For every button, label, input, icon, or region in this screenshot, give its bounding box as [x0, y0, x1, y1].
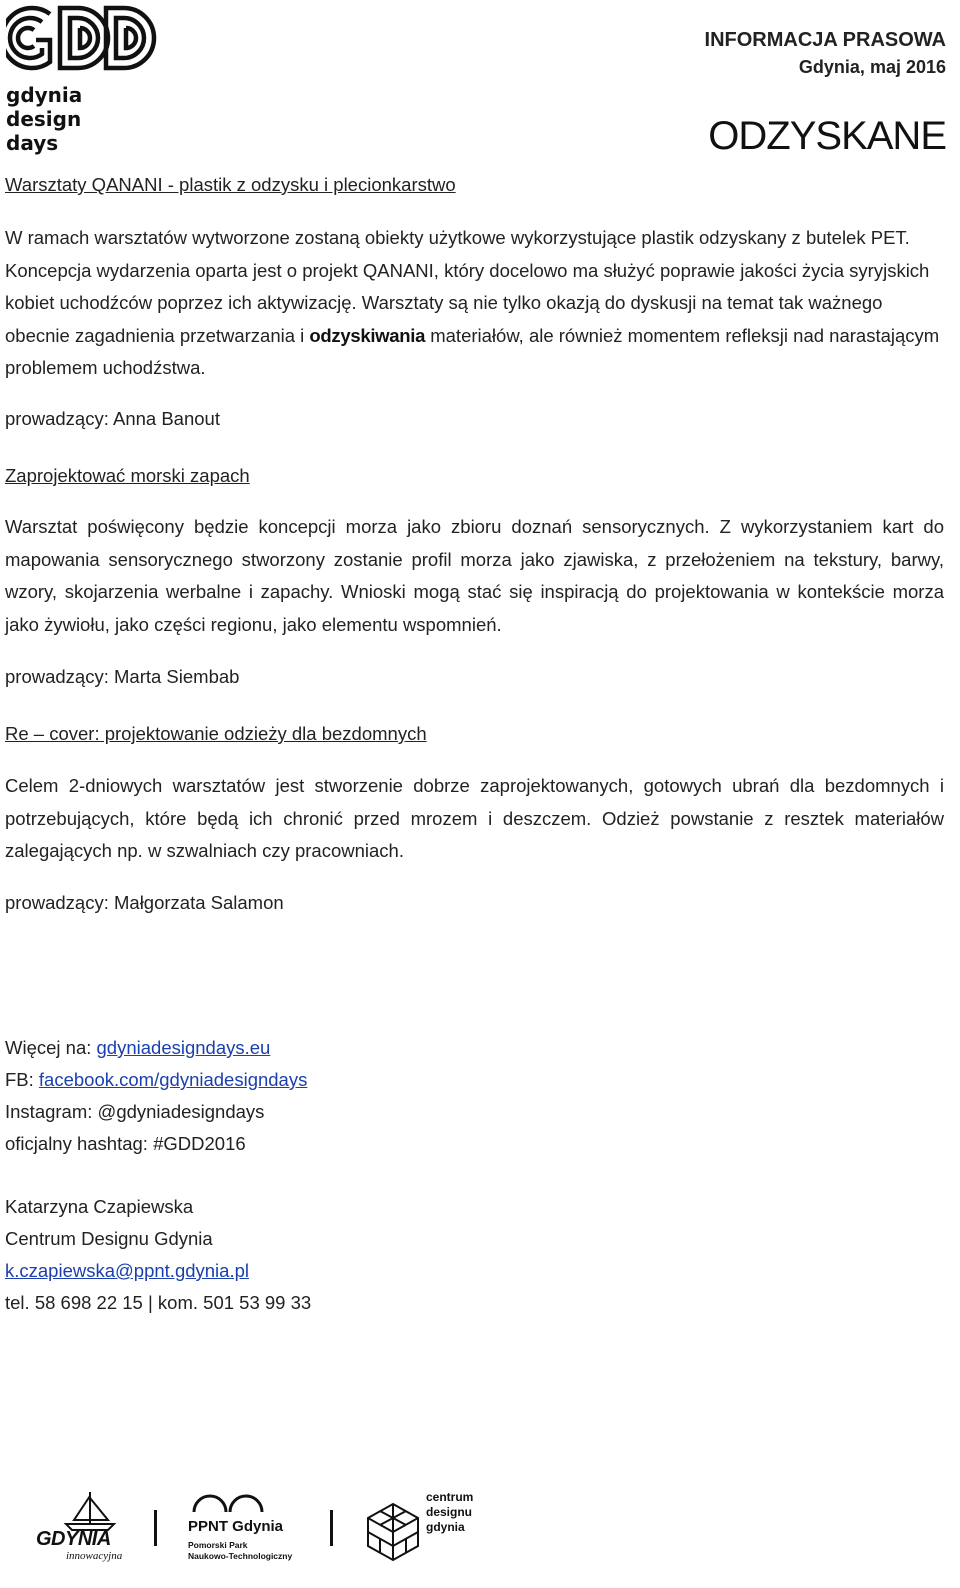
gdd-logo-text: [6, 83, 166, 155]
workshop-lead: prowadzący: Marta Siembab: [5, 666, 240, 687]
gdd-logo: [6, 4, 166, 155]
logo-divider: [330, 1510, 333, 1546]
ppnt-subtitle: [188, 1540, 292, 1562]
contact-block: [5, 1191, 944, 1319]
links-block: [5, 1032, 944, 1160]
facebook-link[interactable]: facebook.com/gdyniadesigndays: [38, 1069, 308, 1090]
logo-divider: [154, 1510, 157, 1546]
press-header: [705, 26, 946, 80]
workshop-sea-scent: [5, 463, 944, 489]
ppnt-logo: [188, 1488, 328, 1568]
cd-word-1: centrum: [426, 1490, 474, 1504]
ship-icon: [60, 1490, 120, 1532]
contact-email-link[interactable]: k.czapiewska@ppnt.gdynia.pl: [5, 1260, 249, 1281]
gdd-logo-mark: [6, 4, 158, 72]
description-text: W ramach warsztatów wytworzone zostaną obiekty użytkowe wykorzystujące plastik odzyskany z butelek PET. Koncepcja wydarzenia oparta jest o projekt QANANI, który docelowo ma służyć poprawie jakości życia syryjskich kobiet uchodźców poprzez ich aktywizację. Warsztaty są nie tylko okazją do dyskusji na temat tak ważnego obecnie zagadnienia przetwarzania i: [5, 227, 930, 346]
workshop-qanani: [5, 172, 944, 198]
brand-word-3: days: [6, 131, 59, 155]
workshop-description: Warsztat poświęcony będzie koncepcji morza jako zbioru doznań sensorycznych. Z wykorzystaniem kart do mapowania sensorycznego stworzony zostanie profil morza jako zjawiska, z przełożeniem na tekstury, barwy, wzory, skojarzenia werbalne i zapachy. Wnioski mogą stać się inspiracją do projektowania w kontekście morza jako żywiołu, jako części regionu, jako elementu wspomnień.: [5, 516, 944, 635]
ppnt-arcs-icon: [190, 1492, 270, 1512]
more-info-line: [5, 1032, 944, 1064]
page-title: ODZYSKANE: [708, 114, 946, 158]
brand-word-1: gdynia: [6, 83, 83, 107]
place-date: Gdynia, maj 2016: [798, 57, 946, 77]
workshop-description: Celem 2-dniowych warsztatów jest stworzenie dobrze zaprojektowanych, gotowych ubrań dla bezdomnych i potrzebujących, które będą ich chronić przed mrozem i deszczem. Odzież powstanie z resztek materiałów zalegających np. w szwalniach czy pracowniach.: [5, 775, 944, 861]
hexagon-cube-icon: [366, 1502, 420, 1562]
contact-name: Katarzyna Czapiewska: [5, 1196, 194, 1217]
gdynia-logo: [36, 1488, 136, 1564]
workshop-title: Warsztaty QANANI - plastik z odzysku i plecionkarstwo: [5, 174, 456, 195]
ppnt-wordmark: PPNT Gdynia: [188, 1518, 284, 1535]
workshop-title: Re – cover: projektowanie odzieży dla bezdomnych: [5, 723, 427, 744]
centrum-designu-wordmark: [426, 1490, 473, 1535]
more-info-label: Więcej na:: [5, 1037, 97, 1058]
centrum-designu-logo: [364, 1488, 524, 1568]
workshop-title: Zaprojektować morski zapach: [5, 465, 250, 486]
brand-word-2: design: [6, 107, 82, 131]
cd-word-3: gdynia: [426, 1520, 465, 1534]
instagram-line: Instagram: @gdyniadesigndays: [5, 1101, 265, 1122]
description-text-end: materiałów, ale również momentem refleksji nad narastającym problemem uchodźstwa.: [5, 324, 940, 378]
facebook-line: [5, 1064, 944, 1096]
gdynia-wordmark: GDYNIA: [36, 1528, 111, 1550]
partner-logos: [36, 1488, 956, 1568]
gdynia-tagline: innowacyjna: [66, 1550, 123, 1562]
contact-phone: tel. 58 698 22 15 | kom. 501 53 99 33: [5, 1292, 312, 1313]
workshop-lead: prowadzący: Anna Banout: [5, 408, 220, 429]
workshop-lead: prowadzący: Małgorzata Salamon: [5, 892, 284, 913]
cd-word-2: designu: [426, 1505, 473, 1519]
hashtag-line: oficjalny hashtag: #GDD2016: [5, 1133, 246, 1154]
website-link[interactable]: gdyniadesigndays.eu: [96, 1037, 271, 1058]
emphasized-word: odzyskiwania: [309, 324, 426, 346]
ppnt-subtitle-2: Naukowo-Technologiczny: [188, 1551, 293, 1561]
contact-org: Centrum Designu Gdynia: [5, 1228, 213, 1249]
ppnt-subtitle-1: Pomorski Park: [188, 1540, 248, 1550]
workshop-recover: [5, 721, 944, 747]
doc-type: INFORMACJA PRASOWA: [704, 29, 946, 51]
facebook-label: FB:: [5, 1069, 39, 1090]
workshop-description: [5, 222, 944, 385]
